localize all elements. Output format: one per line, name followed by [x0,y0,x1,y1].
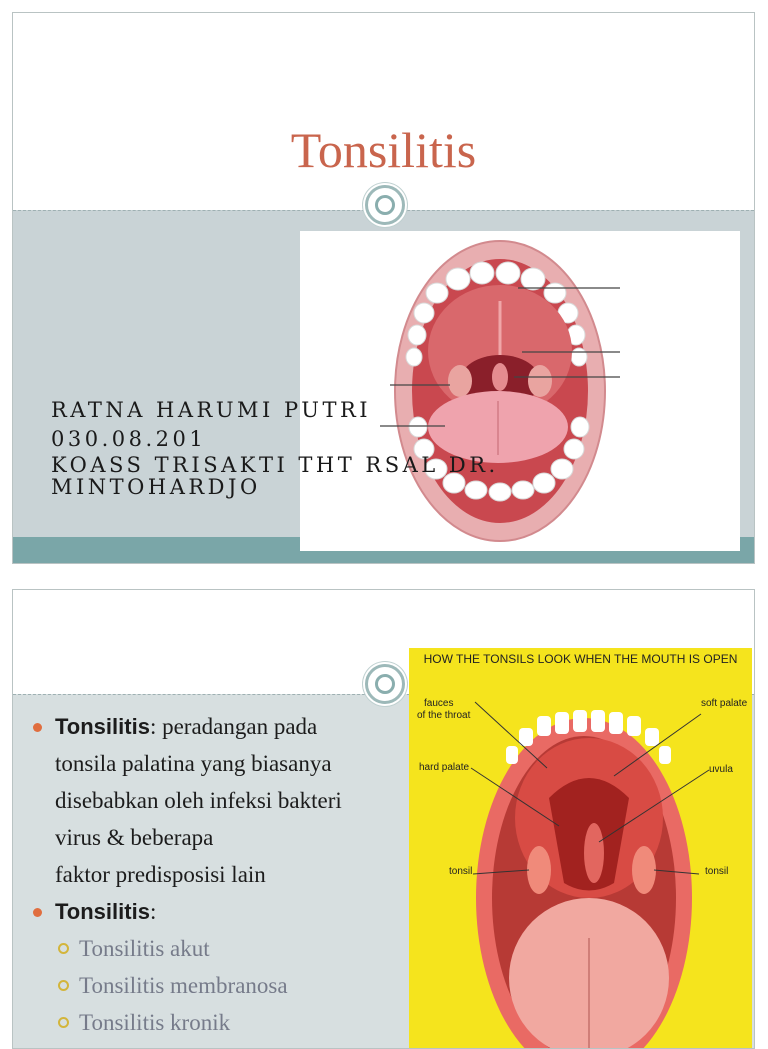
sub-item-kronik: Tonsilitis kronik [33,1004,413,1041]
divider-ring-icon [365,185,405,225]
sub-item-akut: Tonsilitis akut [33,930,413,967]
label-soft-palate: soft palate [701,698,748,709]
student-id: 030.08.201 [51,427,207,451]
presenter-block [51,396,499,498]
bullet-types [33,893,413,930]
content-slide [12,589,755,1049]
label-fauces-2: of the throat [417,710,471,721]
label-hard-palate: hard palate [419,762,470,773]
label-uvula: uvula [709,764,733,775]
bullet-text: : peradangan pada [149,714,318,739]
affiliation-line-1: KOASS TRISAKTI THT RSAL DR. [51,453,499,477]
label-tonsil-left: tonsil [449,866,473,877]
bullet-list [33,708,413,1041]
sub-item-membranosa: Tonsilitis membranosa [33,967,413,1004]
bullet-colon: : [149,899,157,924]
bullet-text: virus & beberapa [55,825,214,850]
label-tonsil-right: tonsil [705,866,729,877]
affiliation-line-2: MINTOHARDJO [51,475,261,499]
presenter-name: RATNA HARUMI PUTRI [51,398,372,422]
slide-title: Tonsilitis [290,122,477,178]
bullet-term: Tonsilitis [55,899,150,924]
tonsils-figure [409,648,752,1049]
figure-title: HOW THE TONSILS LOOK WHEN THE MOUTH IS OPEN [423,652,738,666]
label-fauces: fauces [424,698,454,709]
bullet-term: Tonsilitis [55,714,150,739]
bullet-text: disebabkan oleh infeksi bakteri [55,788,342,813]
mouth-anatomy-image [300,231,740,551]
bullet-definition [33,708,413,893]
tonsils-illustration [409,648,752,1049]
bullet-text: faktor predisposisi lain [55,862,266,887]
divider-ring-icon [365,664,405,704]
mouth-illustration [300,231,740,551]
title-slide [12,12,755,564]
bullet-text: tonsila palatina yang biasanya [55,751,332,776]
